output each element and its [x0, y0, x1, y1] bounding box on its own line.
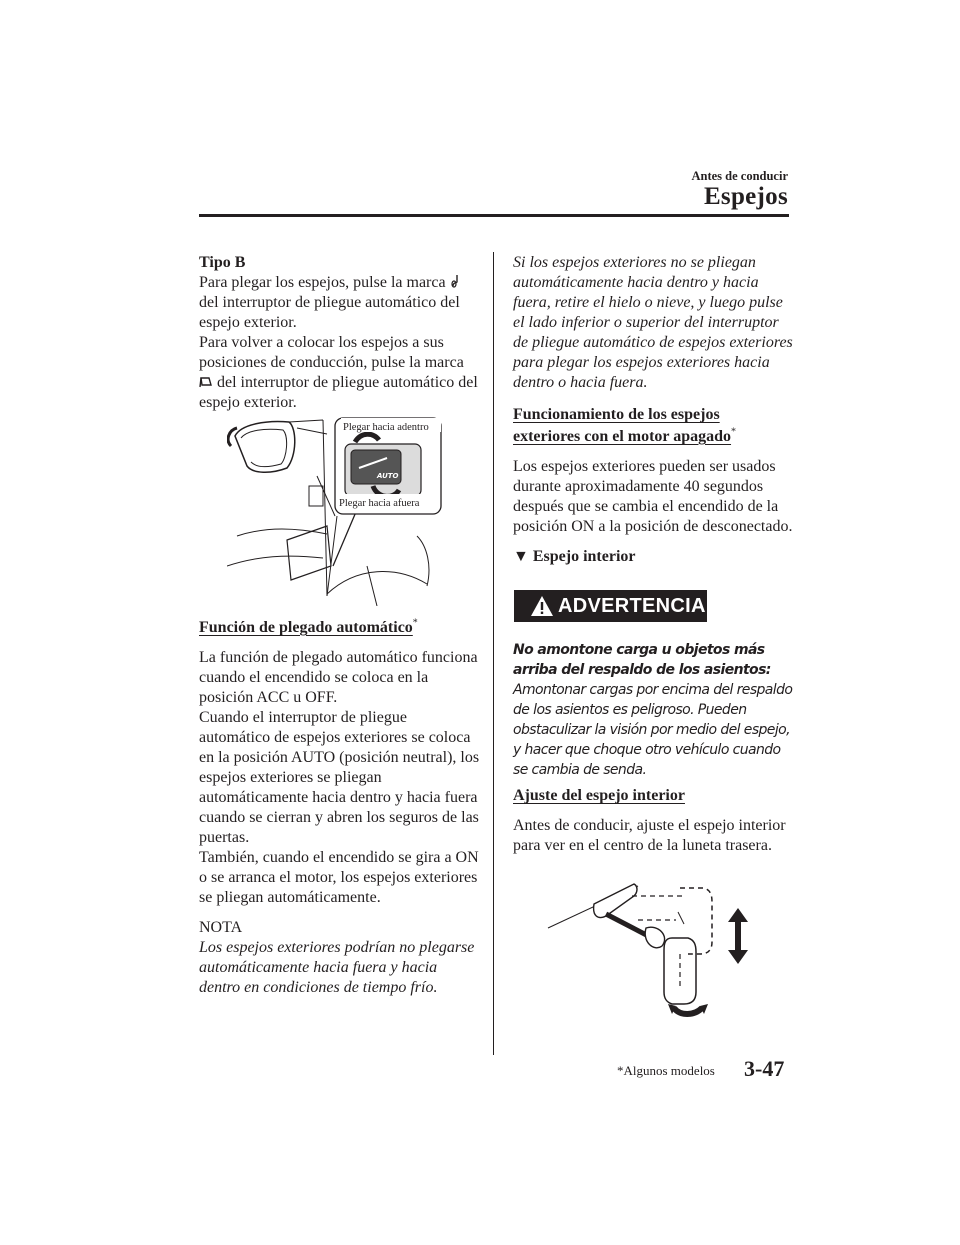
auto-switch-label: AUTO [377, 472, 399, 480]
note-label: NOTA [199, 919, 243, 936]
fold-out-mark-icon [199, 376, 213, 388]
left-column [199, 253, 481, 413]
adjust-heading: Ajuste del espejo interior [513, 787, 685, 804]
warning-body [513, 640, 798, 780]
warning-bold-text: No amontone carga u objetos más arriba del respaldo de los asientos: [513, 642, 771, 678]
fold-in-mark-icon [450, 274, 460, 288]
auto-fold-heading: Función de plegado automático* [199, 617, 418, 636]
unfold-instruction: Para volver a colocar los espejos a sus posiciones de conducción, pulse la marca del interruptor de pliegue automático del espejo exterior. [199, 334, 478, 411]
fold-hint-text: Si los espejos exteriores no se pliegan automáticamente hacia dentro y hacia fuera, retire el hielo o nieve, y luego pulse el lado inferior o superior del interruptor de pliegue automático de espejos exteriores para plegar los espejos exteriores hacia dentro o hacia fuera. [513, 254, 793, 391]
warning-text: Amontonar cargas por encima del respaldo de los asientos es peligroso. Pueden obstaculizar la visión por medio del espejo, y hacer que choque otro vehículo cuando se cambia de senda. [513, 682, 793, 778]
mirror-switch-figure [227, 416, 457, 606]
header-rule [199, 214, 789, 217]
fold-in-label: Plegar hacia adentro [343, 422, 429, 433]
auto-fold-section [199, 618, 481, 998]
note-text: Los espejos exteriores podrían no plegarse automáticamente hacia fuera y hacia dentro en condiciones de tiempo frío. [199, 939, 475, 996]
auto-fold-para-3: También, cuando el encendido se gira a ON o se arranca el motor, los espejos exteriores se pliegan automáticamente. [199, 849, 479, 906]
interior-mirror-figure [546, 880, 786, 1022]
fold-instruction: Para plegar los espejos, pulse la marca del interruptor de pliegue automático del espejo exterior. [199, 274, 460, 331]
engine-off-heading-line2: exteriores con el motor apagado* [513, 426, 737, 445]
warning-icon [530, 594, 554, 618]
warning-banner [514, 590, 707, 622]
engine-off-para: Los espejos exteriores pueden ser usados durante aproximadamente 40 segundos después que se cambia el encendido de la posición ON a la posición de desconectado. [513, 458, 793, 535]
right-column [513, 253, 795, 567]
tipo-label: Tipo B [199, 254, 246, 271]
fold-out-label: Plegar hacia afuera [339, 498, 420, 509]
warning-label: ADVERTENCIA [558, 595, 706, 617]
auto-fold-para-2: Cuando el interruptor de pliegue automático de espejos exteriores se coloca en la posición AUTO (posición neutral), los espejos exteriores se pliegan automáticamente hacia dentro y hacia fuera cuando se cierran y abren los seguros de las puertas. [199, 709, 480, 846]
adjust-section [513, 786, 795, 856]
auto-fold-para-1: La función de plegado automático funciona cuando el encendido se coloca en la posición ACC u OFF. [199, 649, 478, 706]
page-number: 3-47 [744, 1056, 785, 1081]
footnote: *Algunos modelos [617, 1063, 715, 1078]
adjust-para: Antes de conducir, ajuste el espejo interior para ver en el centro de la luneta trasera. [513, 817, 786, 854]
engine-off-heading-line1: Funcionamiento de los espejos [513, 406, 720, 423]
interior-mirror-subsection: ▼ Espejo interior [513, 548, 636, 565]
column-divider [493, 252, 494, 1055]
page-title: Espejos [703, 183, 788, 210]
header-section: Antes de conducir [691, 169, 788, 183]
